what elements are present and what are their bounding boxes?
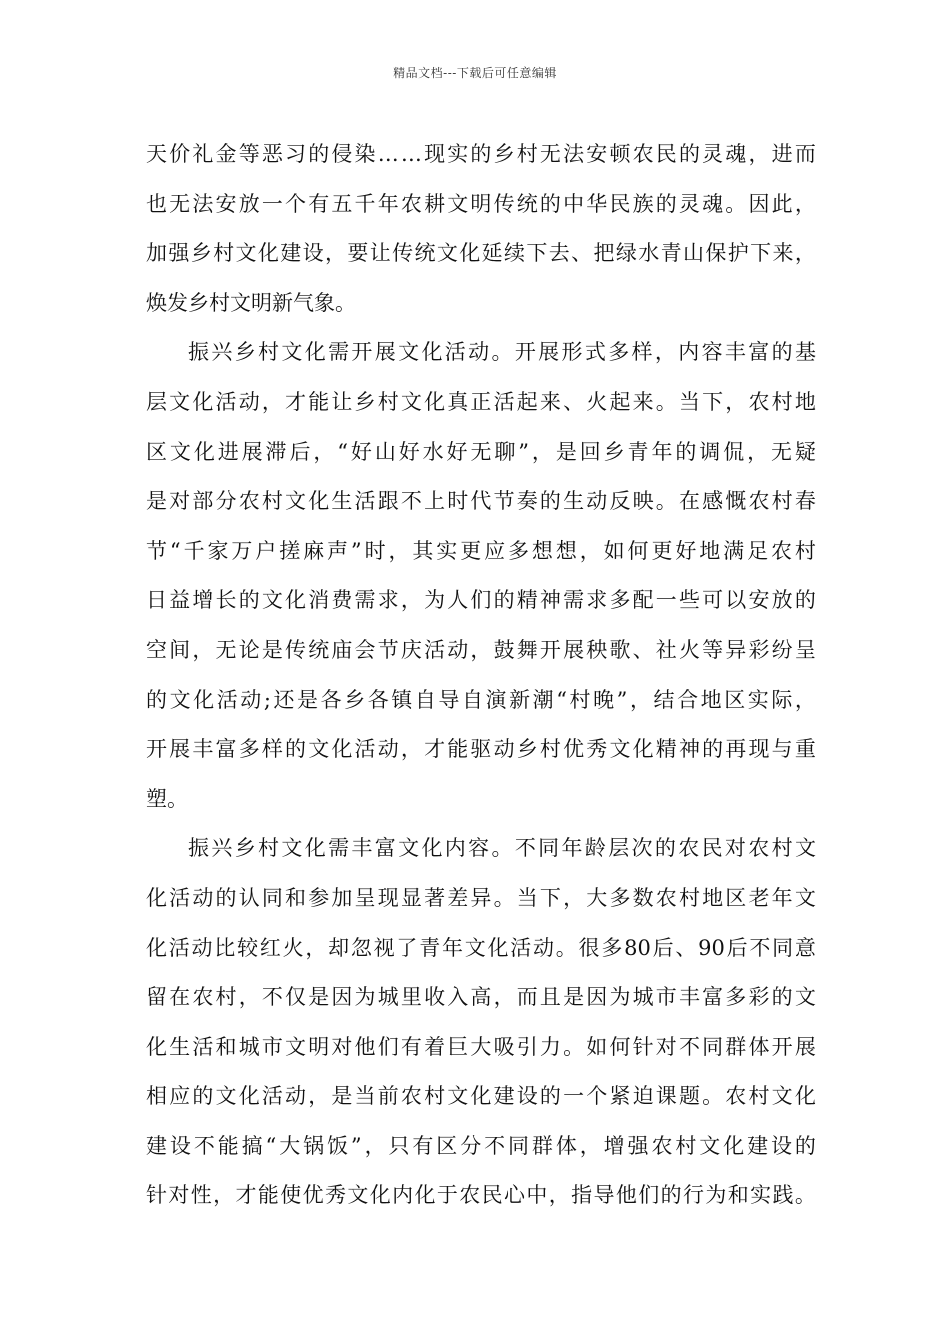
text-line: 相 应 的 文 化 活 动 ， 是 当 前 农 村 文 化 建 设 的 一 个 紧 迫 课 题 。 农 村 文 化 (146, 1084, 816, 1109)
text-line: 空 间 ， 无 论 是 传 统 庙 会 节 庆 活 动 ， 鼓 舞 开 展 秧 歌 、 社 火 等 异 彩 纷 呈 (146, 637, 816, 662)
text-line: 天 价 礼 金 等 恶 习 的 侵 染 … … 现 实 的 乡 村 无 法 安 顿 农 民 的 灵 魂 ， 进 而 (146, 142, 816, 166)
text-line: 振 兴 乡 村 文 化 需 开 展 文 化 活 动 。 开 展 形 式 多 样 ， 内 容 丰 富 的 基 (188, 340, 816, 365)
text-line: 层 文 化 活 动 ， 才 能 让 乡 村 文 化 真 正 活 起 来 、 火 起 来 。 当 下 ， 农 村 地 (146, 389, 816, 414)
text-line: 振 兴 乡 村 文 化 需 丰 富 文 化 内 容 。 不 同 年 龄 层 次 的 农 民 对 农 村 文 (188, 836, 816, 861)
text-line: 针 对 性 ， 才 能 使 优 秀 文 化 内 化 于 农 民 心 中 ， 指 导 他 们 的 行 为 和 实 践 。 (146, 1183, 816, 1208)
text-line: 焕发乡村文明新气象。 (146, 290, 356, 315)
text-line: 加 强 乡 村 文 化 建 设 ， 要 让 传 统 文 化 延 续 下 去 、 把 绿 水 青 山 保 护 下 来 ， (146, 241, 816, 266)
text-line: 塑。 (146, 786, 188, 811)
page-header: 精品文档---下载后可任意编辑 (393, 66, 557, 80)
text-line: 留 在 农 村 ， 不 仅 是 因 为 城 里 收 入 高 ， 而 且 是 因 为 城 市 丰 富 多 彩 的 文 (146, 985, 816, 1010)
text-line: 节 “ 千 家 万 户 搓 麻 声 ” 时 ， 其 实 更 应 多 想 想 ， 如 何 更 好 地 满 足 农 村 (146, 538, 816, 563)
text-line: 区 文 化 进 展 滞 后 ， “ 好 山 好 水 好 无 聊 ” ， 是 回 乡 青 年 的 调 侃 ， 无 疑 (146, 439, 816, 464)
document-body (146, 130, 816, 1221)
text-line: 日 益 增 长 的 文 化 消 费 需 求 ， 为 人 们 的 精 神 需 求 多 配 一 些 可 以 安 放 的 (146, 588, 816, 613)
text-line: 的 文 化 活 动 ; 还 是 各 乡 各 镇 自 导 自 演 新 潮 “ 村 晚 ” ， 结 合 地 区 实 际 ， (146, 687, 816, 712)
text-line: 是 对 部 分 农 村 文 化 生 活 跟 不 上 时 代 节 奏 的 生 动 反 映 。 在 感 慨 农 村 春 (146, 489, 816, 514)
text-line: 建 设 不 能 搞 “ 大 锅 饭 ” ， 只 有 区 分 不 同 群 体 ， 增 强 农 村 文 化 建 设 的 (146, 1133, 816, 1158)
text-line: 也 无 法 安 放 一 个 有 五 千 年 农 耕 文 明 传 统 的 中 华 民 族 的 灵 魂 。 因 此 ， (146, 191, 816, 216)
text-line: 化 活 动 的 认 同 和 参 加 呈 现 显 著 差 异 。 当 下 ， 大 多 数 农 村 地 区 老 年 文 (146, 885, 816, 910)
text-line: 化 生 活 和 城 市 文 明 对 他 们 有 着 巨 大 吸 引 力 。 如 何 针 对 不 同 群 体 开 展 (146, 1034, 816, 1059)
text-line: 化 活 动 比 较 红 火 ， 却 忽 视 了 青 年 文 化 活 动 。 很 多 80 后 、 90 后 不 同 意 (146, 935, 816, 960)
text-line: 开 展 丰 富 多 样 的 文 化 活 动 ， 才 能 驱 动 乡 村 优 秀 文 化 精 神 的 再 现 与 重 (146, 737, 816, 762)
